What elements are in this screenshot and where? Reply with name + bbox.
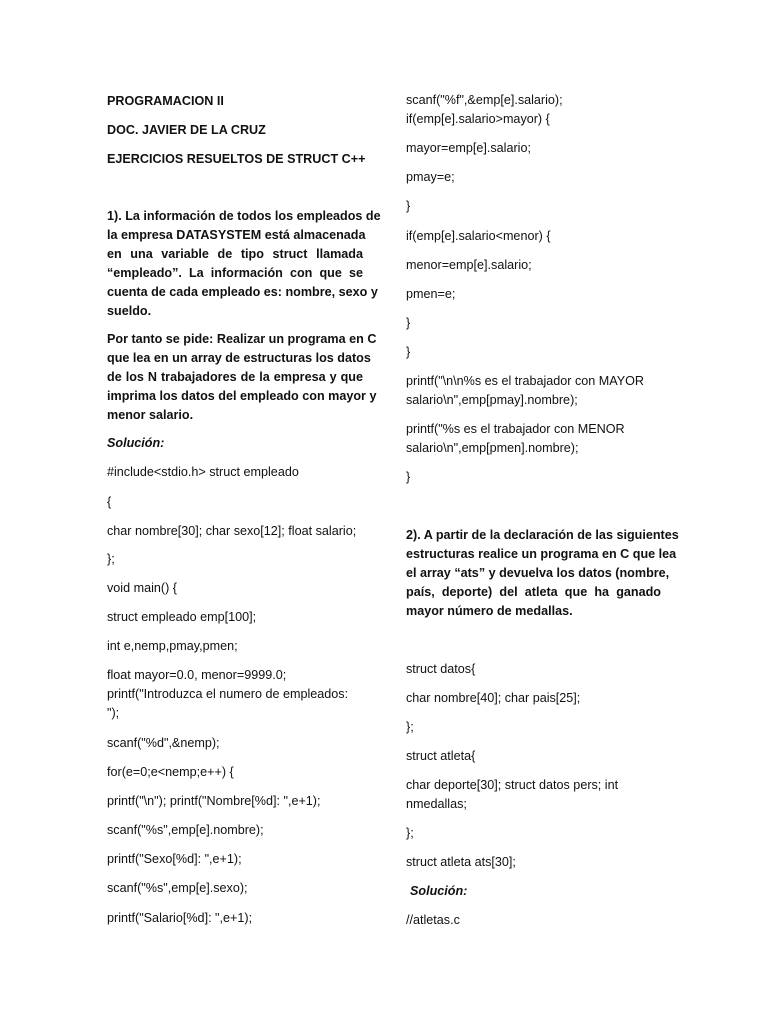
code-line: int e,nemp,pmay,pmen; — [107, 639, 238, 653]
exercise-1-statement — [107, 207, 381, 321]
code-line: for(e=0;e<nemp;e++) { — [107, 765, 234, 779]
code-line: float mayor=0.0, menor=9999.0; — [107, 668, 287, 682]
code-line: char nombre[30]; char sexo[12]; float salario; — [107, 524, 357, 538]
code-line: } — [406, 470, 411, 484]
code-line: if(emp[e].salario<menor) { — [406, 229, 551, 243]
code-line: struct atleta{ — [406, 749, 476, 763]
code-line: pmay=e; — [406, 170, 455, 184]
code-line: void main() { — [107, 581, 177, 595]
code-line: } — [406, 316, 411, 330]
exercise-1-request-line: que lea en un array de estructuras los datos — [107, 351, 371, 365]
exercise-2-line: 2). A partir de la declaración de las siguientes — [406, 528, 679, 542]
exercise-2-line: el array “ats” y devuelva los datos (nombre, — [406, 566, 670, 580]
code-line: }; — [406, 826, 414, 840]
code-line: struct atleta ats[30]; — [406, 855, 516, 869]
code-line: struct datos{ — [406, 662, 476, 676]
code-line: }; — [107, 552, 115, 566]
code-line: printf("Sexo[%d]: ",e+1); — [107, 852, 242, 866]
code-line: { — [107, 495, 112, 509]
code-line: mayor=emp[e].salario; — [406, 141, 531, 155]
code-line: printf("\n\n%s es el trabajador con MAYOR — [406, 374, 645, 388]
code-line: #include<stdio.h> struct empleado — [107, 465, 299, 479]
code-line: printf("Introduzca el numero de empleados: — [107, 687, 349, 701]
exercise-1-line: en una variable de tipo struct llamada — [107, 247, 363, 261]
exercise-1-request-line: de los N trabajadores de la empresa y que — [107, 370, 363, 384]
code-line: }; — [406, 720, 414, 734]
exercise-1-request-line: imprima los datos del empleado con mayor y — [107, 389, 377, 403]
code-line: salario\n",emp[pmay].nombre); — [406, 393, 578, 407]
code-line: //atletas.c — [406, 913, 460, 927]
exercise-1-line: cuenta de cada empleado es: nombre, sexo y — [107, 285, 378, 299]
code-line: struct empleado emp[100]; — [107, 610, 257, 624]
exercise-1-request-line: menor salario. — [107, 408, 194, 422]
code-line: if(emp[e].salario>mayor) { — [406, 112, 550, 126]
exercise-1-line: sueldo. — [107, 304, 152, 318]
code-line: printf("Salario[%d]: ",e+1); — [107, 911, 253, 925]
code-line: menor=emp[e].salario; — [406, 258, 532, 272]
code-line: printf("%s es el trabajador con MENOR — [406, 422, 625, 436]
code-line: char deporte[30]; struct datos pers; int — [406, 778, 619, 792]
code-line: scanf("%s",emp[e].nombre); — [107, 823, 264, 837]
code-line: } — [406, 199, 411, 213]
code-line: salario\n",emp[pmen].nombre); — [406, 441, 579, 455]
code-line: "); — [107, 706, 120, 720]
exercise-1-line: 1). La información de todos los empleados de — [107, 209, 381, 223]
code-line: char nombre[40]; char pais[25]; — [406, 691, 581, 705]
exercise-1-request — [107, 330, 377, 425]
exercise-1-line: la empresa DATASYSTEM está almacenada — [107, 228, 366, 242]
code-line: scanf("%f",&emp[e].salario); — [406, 93, 563, 107]
exercise-2-line: estructuras realice un programa en C que lea — [406, 547, 677, 561]
code-line: } — [406, 345, 411, 359]
code-line: printf("\n"); printf("Nombre[%d]: ",e+1); — [107, 794, 321, 808]
document-subject: EJERCICIOS RESUELTOS DE STRUCT C++ — [107, 152, 366, 166]
code-line: scanf("%s",emp[e].sexo); — [107, 881, 248, 895]
solution-label: Solución: — [107, 436, 165, 450]
course-title: PROGRAMACION II — [107, 94, 224, 108]
code-line: nmedallas; — [406, 797, 467, 811]
professor-name: DOC. JAVIER DE LA CRUZ — [107, 123, 266, 137]
code-line: scanf("%d",&nemp); — [107, 736, 220, 750]
code-line: pmen=e; — [406, 287, 456, 301]
exercise-2-line: país, deporte) del atleta que ha ganado — [406, 585, 661, 599]
exercise-1-line: “empleado”. La información con que se — [107, 266, 363, 280]
exercise-2-line: mayor número de medallas. — [406, 604, 573, 618]
solution-label: Solución: — [410, 884, 468, 898]
exercise-2-statement — [406, 526, 679, 621]
exercise-1-request-line: Por tanto se pide: Realizar un programa en C — [107, 332, 377, 346]
